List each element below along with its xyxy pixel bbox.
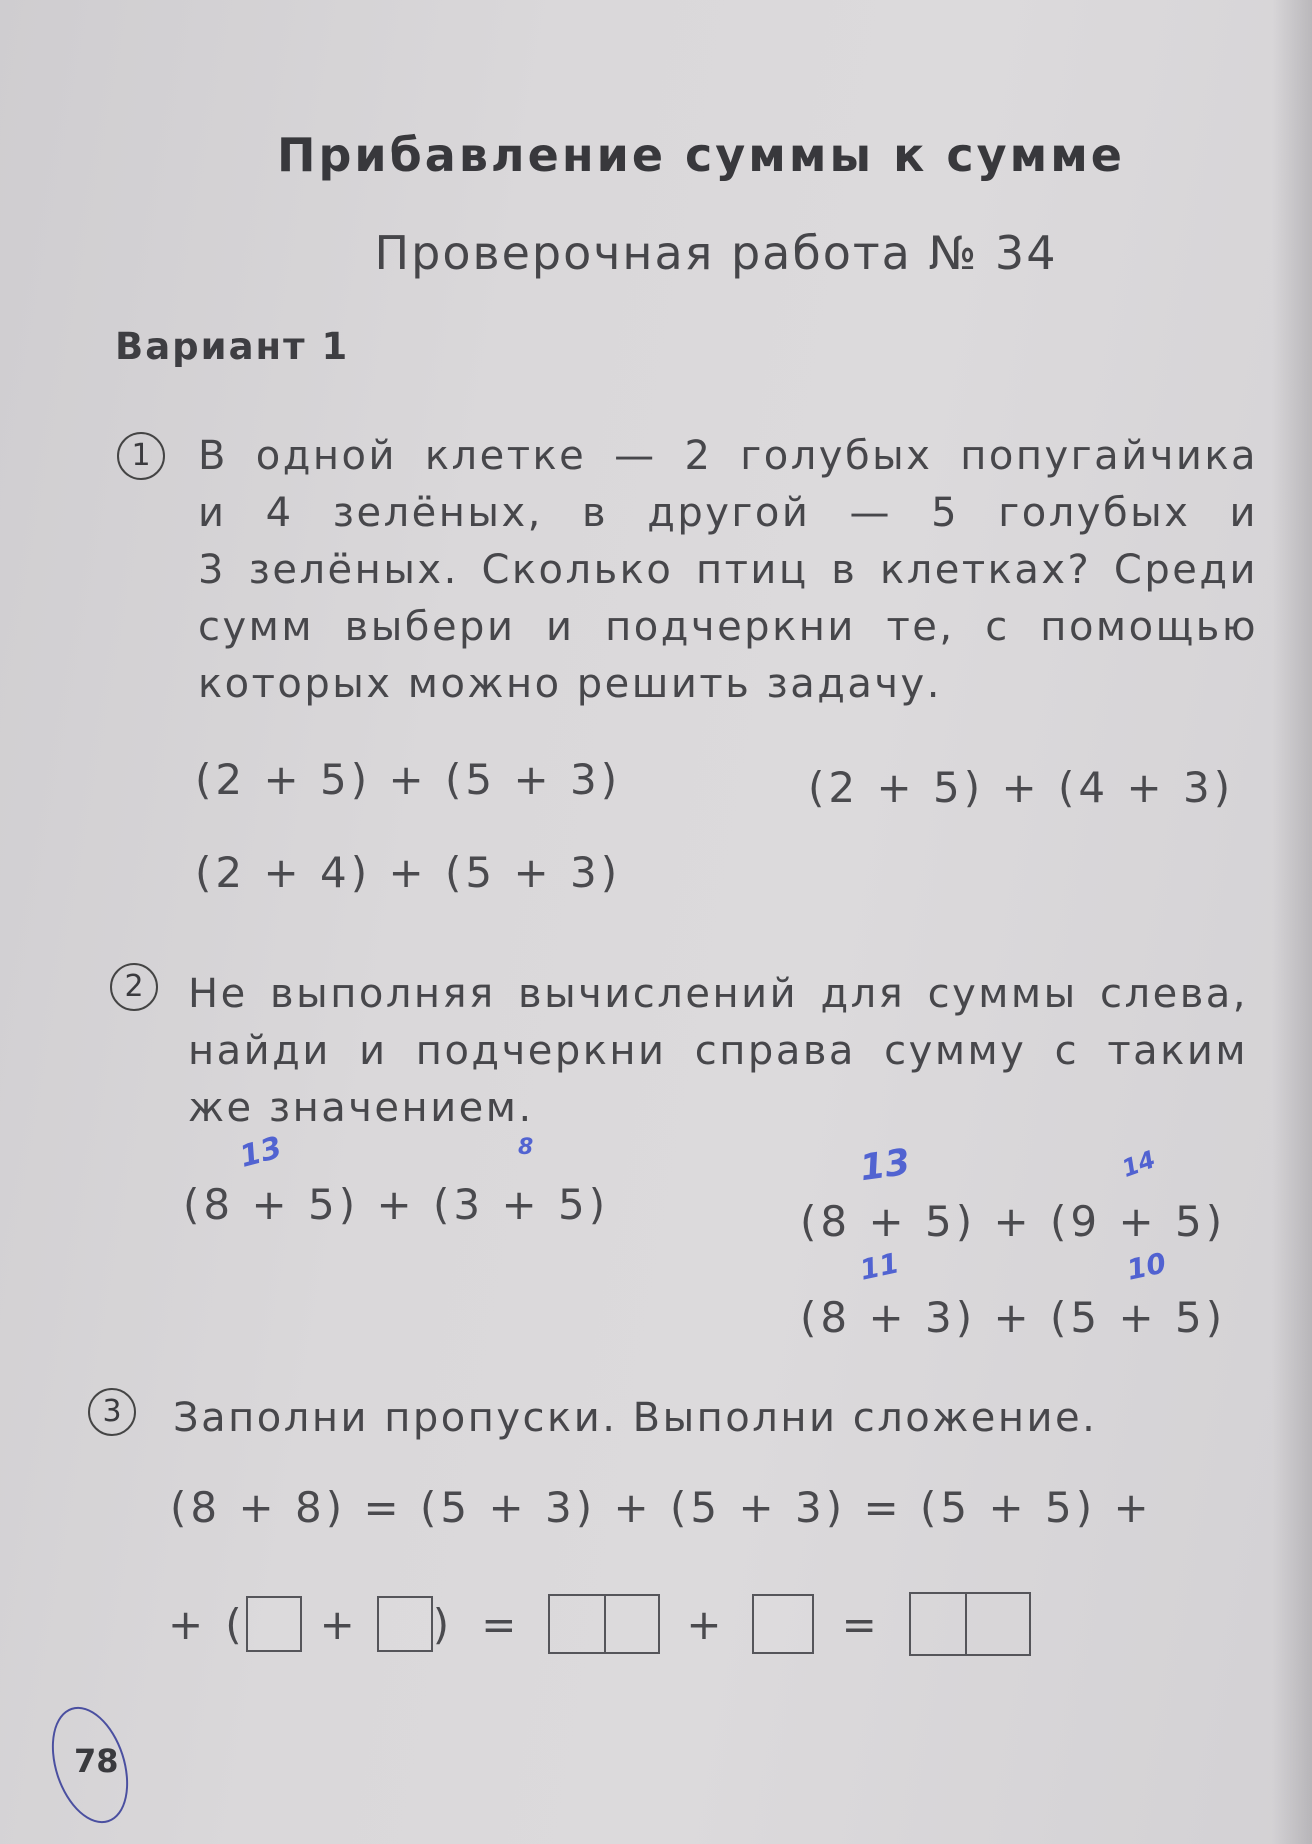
answer-box-two-digit[interactable] xyxy=(909,1592,1031,1656)
task-1-expression[interactable]: (2 + 5) + (5 + 3) xyxy=(195,755,622,804)
task-1-line: которых можно решить задачу. xyxy=(198,661,942,707)
handwritten-mark: 11 xyxy=(856,1246,902,1287)
task-3-equation-line-1: (8 + 8) = (5 + 3) + (5 + 3) = (5 + 5) + xyxy=(170,1483,1153,1532)
task-2-left-expression: (8 + 5) + (3 + 5) xyxy=(183,1180,610,1229)
task-2-line: же значением. xyxy=(188,1085,534,1131)
plus-sign: + xyxy=(168,1599,208,1649)
task-3-text xyxy=(173,1390,1097,1447)
task-1-line: и 4 зелёных, в другой — 5 голубых и xyxy=(198,490,1258,536)
handwritten-mark: 8 xyxy=(518,1135,534,1160)
task-1-line: 3 зелёных. Сколько птиц в клетках? Среди xyxy=(198,547,1258,593)
task-2-line: Не выполняя вычислений для суммы слева, xyxy=(188,971,1248,1017)
page-number: 78 xyxy=(74,1742,119,1780)
handwritten-mark: 13 xyxy=(857,1141,913,1190)
page-title: Прибавление суммы к сумме xyxy=(277,128,1125,182)
close-paren: ) xyxy=(432,1599,454,1649)
task-2-number: 2 xyxy=(110,963,158,1011)
open-paren: ( xyxy=(225,1599,246,1649)
handwritten-mark: 10 xyxy=(1123,1246,1169,1287)
plus-sign: + xyxy=(319,1599,359,1649)
page-subtitle: Проверочная работа № 34 xyxy=(374,226,1058,280)
answer-box[interactable] xyxy=(752,1594,814,1654)
task-2-right-expression[interactable]: (8 + 5) + (9 + 5) xyxy=(800,1197,1227,1246)
task-1-number: 1 xyxy=(117,432,165,480)
task-1-line: сумм выбери и подчеркни те, с помощью xyxy=(198,604,1258,650)
answer-box[interactable] xyxy=(377,1596,433,1652)
task-2-right-expression[interactable]: (8 + 3) + (5 + 5) xyxy=(800,1293,1227,1342)
task-2-line: найди и подчеркни справа сумму с таким xyxy=(188,1028,1248,1074)
task-1-line: В одной клетке — 2 голубых попугайчика xyxy=(198,433,1258,479)
task-3-number: 3 xyxy=(88,1388,136,1436)
task-3-equation-line-2 xyxy=(168,1592,1031,1656)
plus-sign: + xyxy=(686,1599,726,1649)
variant-label: Вариант 1 xyxy=(115,325,350,368)
task-1-expression[interactable]: (2 + 5) + (4 + 3) xyxy=(808,763,1235,812)
task-1-expression[interactable]: (2 + 4) + (5 + 3) xyxy=(195,848,622,897)
equals-sign: = xyxy=(481,1599,521,1649)
task-3-line: Заполни пропуски. Выполни сложение. xyxy=(173,1395,1098,1441)
answer-box-two-digit[interactable] xyxy=(548,1594,660,1654)
handwritten-mark: 13 xyxy=(236,1130,286,1175)
equals-sign: = xyxy=(841,1599,881,1649)
answer-box[interactable] xyxy=(246,1596,302,1652)
handwritten-mark: 14 xyxy=(1118,1145,1160,1183)
task-1-text xyxy=(198,428,1258,713)
task-2-text xyxy=(188,966,1248,1137)
